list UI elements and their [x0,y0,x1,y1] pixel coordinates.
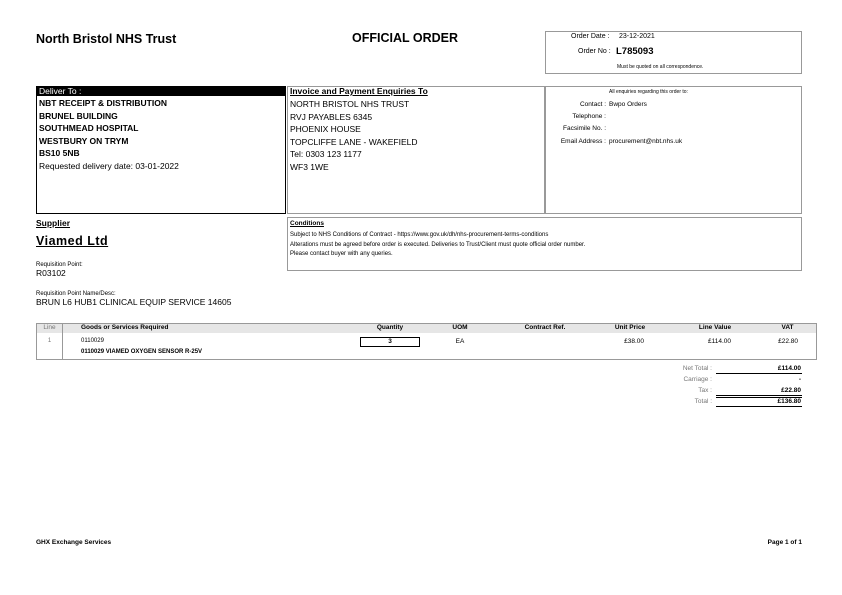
col-vat-header: VAT [781,324,794,331]
row-item-description: 0110029 VIAMED OXYGEN SENSOR R-25V [81,349,203,355]
total-value: £136.80 [777,398,801,405]
deliver-to-title: Deliver To : [39,86,82,96]
row-line-number: 1 [47,338,52,344]
document-title: OFFICIAL ORDER [352,31,459,45]
order-date: 23-12-2021 [619,33,655,40]
deliver-address [39,97,167,160]
supplier-title: Supplier [36,218,71,228]
order-no-label: Order No : [578,48,611,55]
deliver-line: SOUTHMEAD HOSPITAL [39,123,139,134]
supplier-name: Viamed Ltd [36,234,109,248]
deliver-line: BRUNEL BUILDING [39,110,118,121]
condition-line: Alterations must be agreed before order is executed. Deliveries to Trust/Client must quote official order number. [290,241,586,248]
col-contract-header: Contract Ref. [524,324,566,331]
row-vat: £22.80 [778,338,798,345]
contact-label: Contact : [579,101,606,108]
order-date-label: Order Date : [571,33,610,40]
invoice-line: PHOENIX HOUSE [290,124,361,135]
condition-line: Subject to NHS Conditions of Contract - https://www.gov.uk/dh/nhs-procurement-terms-conditions [290,232,549,238]
invoice-line: NORTH BRISTOL NHS TRUST [290,99,410,109]
deliver-line: WESTBURY ON TRYM [39,135,129,146]
total-label: Total : [694,398,712,405]
trust-name: North Bristol NHS Trust [36,32,177,46]
col-unit-price-header: Unit Price [614,324,646,331]
tax-value: £22.80 [781,387,801,394]
condition-line: Please contact buyer with any queries. [290,251,393,257]
order-note: Must be quoted on all correspondence. [617,64,704,70]
email-label: Email Address : [560,138,606,145]
contact-value: Bwpo Orders [609,101,647,108]
col-goods-header: Goods or Services Required [81,324,169,331]
row-uom: EA [455,338,465,345]
requisition-point-label: Requisition Point: [36,262,83,268]
carriage-value: - [798,376,801,383]
requisition-desc: BRUN L6 HUB1 CLINICAL EQUIP SERVICE 14605 [36,297,232,307]
net-total-value: £114.00 [777,365,801,372]
footer-left: GHX Exchange Services [36,539,112,546]
deliver-line: NBT RECEIPT & DISTRIBUTION [39,98,167,108]
page-number: Page 1 of 1 [767,539,802,546]
conditions-title: Conditions [290,220,324,227]
order-number: L785093 [616,46,654,57]
invoice-title: Invoice and Payment Enquiries To [290,86,428,96]
invoice-line: RVJ PAYABLES 6345 [290,111,373,122]
tax-label: Tax : [698,387,712,394]
requested-delivery-date: Requested delivery date: 03-01-2022 [39,161,179,171]
carriage-label: Carriage : [683,376,712,383]
invoice-line: TOPCLIFFE LANE - WAKEFIELD [290,136,418,147]
row-item-code: 0110029 [81,338,104,344]
conditions-text [290,231,585,260]
telephone-label: Telephone : [572,113,606,120]
invoice-address [290,98,418,174]
col-uom-header: UOM [452,324,468,331]
col-line-value-header: Line Value [698,324,732,331]
table-divider [62,323,63,360]
row-unit-price: £38.00 [624,338,644,345]
row-line-value: £114.00 [707,338,731,345]
invoice-line: WF3 1WE [290,161,329,172]
col-quantity-header: Quantity [376,324,404,331]
row-quantity: 3 [388,338,392,345]
requisition-point: R03102 [36,268,66,278]
enquiries-title: All enquiries regarding this order to: [609,89,688,95]
facsimile-label: Facsimile No. : [563,125,606,132]
invoice-line: Tel: 0303 123 1177 [290,149,362,160]
col-line-header: Line [43,324,56,331]
deliver-line: BS10 5NB [39,148,80,159]
email-value: procurement@nbt.nhs.uk [609,138,683,145]
requisition-desc-label: Requisition Point Name/Desc: [36,291,116,297]
net-total-label: Net Total : [682,365,712,372]
